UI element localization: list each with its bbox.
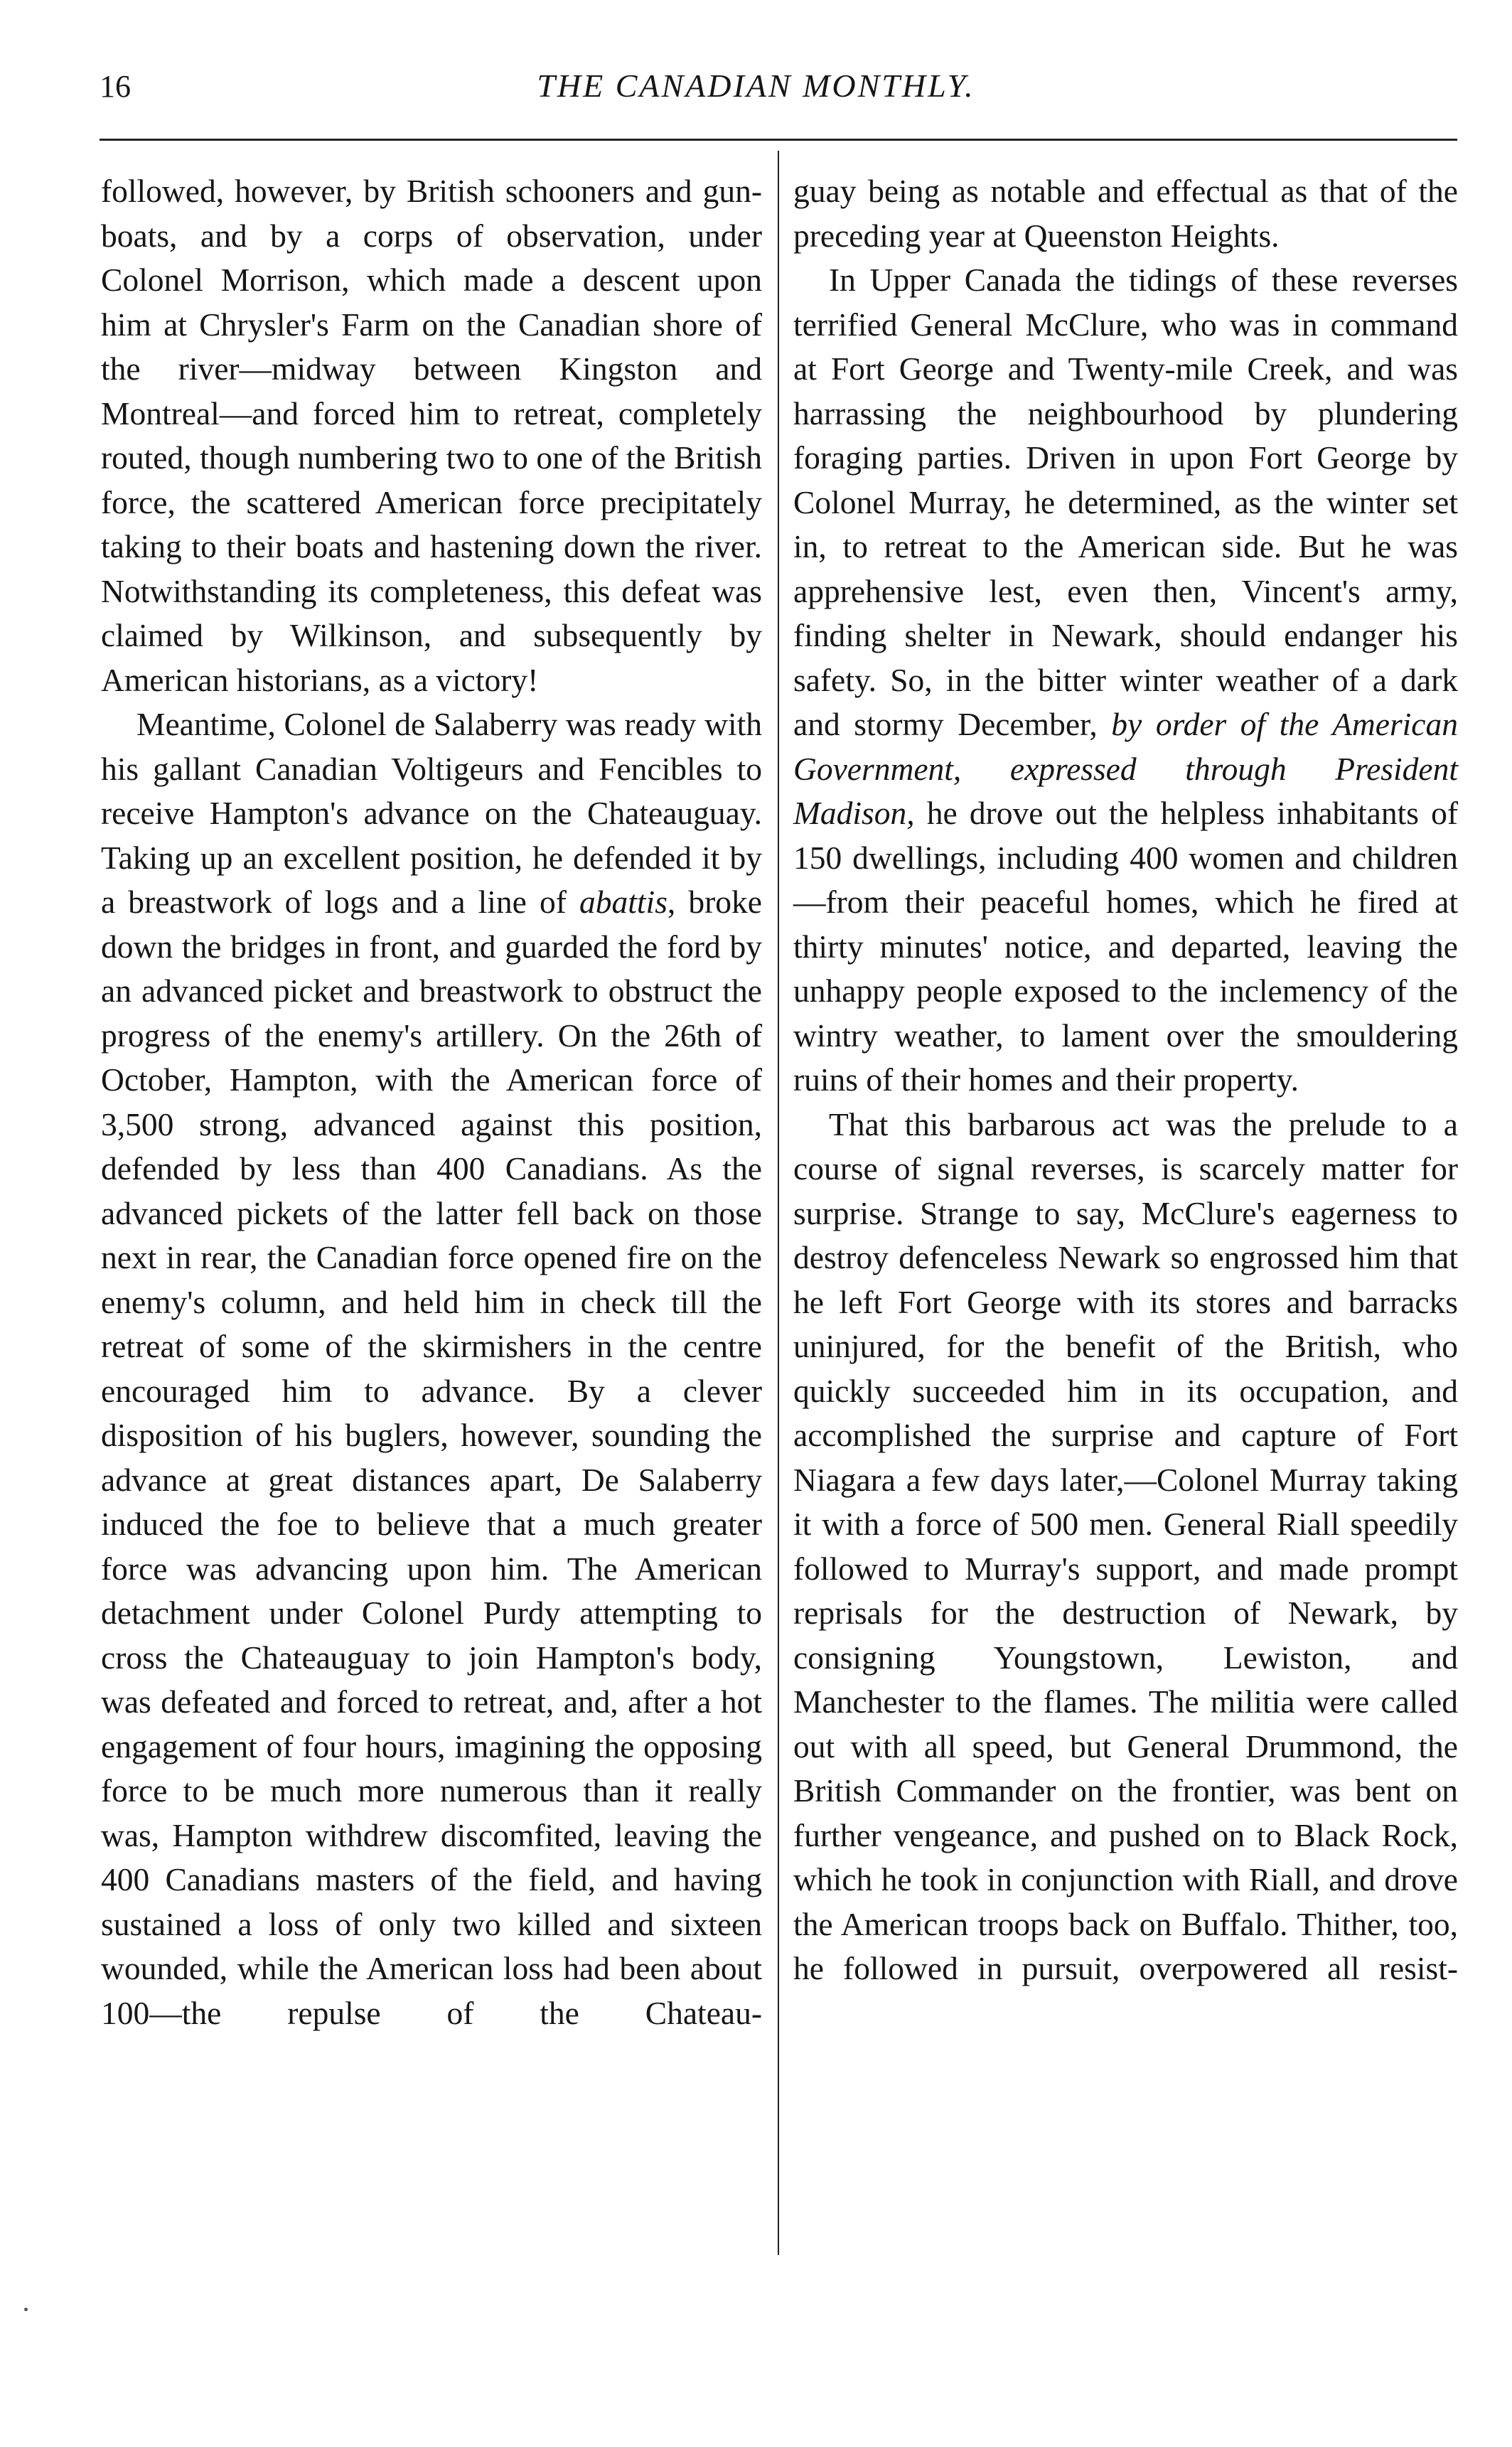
paragraph-queenston: guay being as notable and effectual as that of the preceding year at Queenston Heights.: [793, 173, 1458, 254]
page-number: 16: [100, 69, 131, 104]
paragraph-reprisals: That this barbarous act was the prelude to a course of signal reverses, is scarcely matter for surprise. Strange to say, McClure's eagerness to destroy defenceless Newark so engrossed him that he left Fort George with its stores and barracks uninjured, for the benefit of the British, who quickly succeeded him in its occupation, and accomplished the surprise and capture of Fort Niagara a few days later,—Colonel Murray taking it with a force of 500 men. General Riall speedily followed to Murray's support, and made prompt reprisals for the destruction of Newark, by consigning Youngstown, Lewiston, and Manchester to the flames. The militia were called out with all speed, but General Drummond, the British Commander on the frontier, was bent on further vengeance, and pushed on to Black Rock, which he took in conjunction with Riall, and drove the American troops back on Buffalo. Thither, too, he followed in pursuit, overpowered all resist-: [793, 1105, 1458, 1986]
running-title: THE CANADIAN MONTHLY.: [537, 68, 975, 104]
header-rule: [100, 139, 1457, 141]
paragraph-chryslers-farm: followed, however, by British schooners and gun-boats, and by a corps of observation, under Colonel Morrison, which made a descent upon him at Chrysler's Farm on the Canadian shore of the river—midway between Kingston and Montreal—and forced him to retreat, completely routed, though numbering two to one of the British force, the scattered American force precipitately taking to their boats and hastening down the river. Notwithstanding its completeness, this defeat was claimed by Wilkinson, and subsequently by American historians, as a victory!: [101, 173, 762, 698]
page-header: [0, 0, 1512, 171]
margin-speck: [24, 2308, 28, 2311]
left-column: [101, 169, 762, 2035]
paragraph-newark-burning: [793, 258, 1458, 1103]
right-column: [793, 169, 1458, 1991]
paragraph-text: Meantime, Colonel de Salaberry was ready with his gallant Canadian Voltigeurs and Fencibles to receive Hampton's advance on the Chateauguay. Taking up an excellent position, he defended it by a breastwork of logs and a line of: [101, 706, 762, 920]
paragraph-chateauguay: [101, 702, 762, 2035]
column-divider: [778, 151, 779, 2255]
paragraph-text: , broke down the bridges in front, and guarded the ford by an advanced picket and breastwork to obstruct the progress of the enemy's artillery. On the 26th of October, Hampton, with the American force of 3,500 strong, advanced against this position, defended by less than 400 Canadians. As the advanced pickets of the latter fell back on those next in rear, the Canadian force opened fire on the enemy's column, and held him in check till the retreat of some of the skirmishers in the centre encouraged him to advance. By a clever disposition of his buglers, however, sounding the advance at great distances apart, De Salaberry induced the foe to believe that a much greater force was advancing upon him. The American detachment under Colonel Purdy attempting to cross the Chateauguay to join Hampton's body, was defeated and forced to retreat, and, after a hot engagement of four hours, imagining the opposing force to be much more numerous than it really was, Hampton withdrew discomfited, leaving the 400 Canadians masters of the field, and having sustained a loss of only two killed and sixteen wounded, while the American loss had been about 100—the repulse of the Chateau-: [101, 884, 762, 2031]
paragraph-text: In Upper Canada the tidings of these reverses terrified General McClure, who was in command at Fort George and Twenty-mile Creek, and was harrassing the neighbourhood by plundering foraging parties. Driven in upon Fort George by Colonel Murray, he determined, as the winter set in, to retreat to the American side. But he was apprehensive lest, even then, Vincent's army, finding shelter in Newark, should endanger his safety. So, in the bitter winter weather of a dark and stormy December,: [793, 262, 1458, 742]
italic-phrase-order: by order of the American Government, expressed through President Madison,: [793, 706, 1458, 831]
italic-term-abattis: abattis: [579, 884, 667, 920]
paragraph-text: he drove out the helpless inhabitants of 150 dwellings, including 400 women and children—from their peaceful homes, which he fired at thirty minutes' notice, and departed, leaving the unhappy people exposed to the inclemency of the wintry weather, to lament over the smouldering ruins of their homes and their property.: [793, 795, 1458, 1098]
